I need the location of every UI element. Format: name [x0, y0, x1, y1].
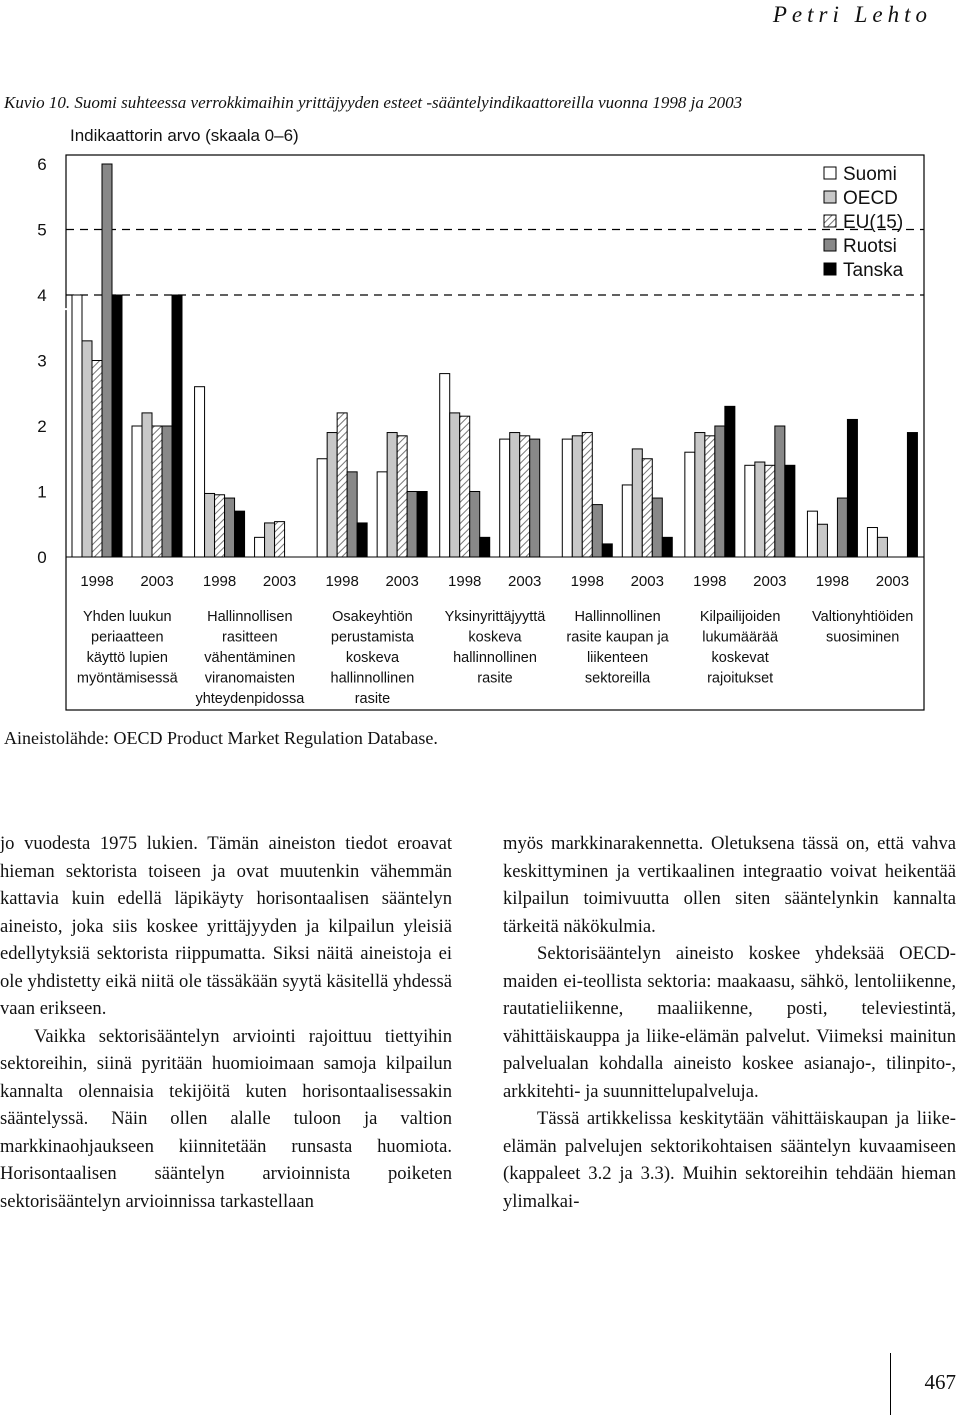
x-year-label: 2003: [508, 573, 542, 590]
legend-swatch: [824, 263, 836, 275]
bar-oecd: [755, 462, 765, 557]
category-label-line: viranomaisten: [204, 670, 295, 687]
bar-suomi: [377, 472, 387, 557]
bar-oecd: [877, 537, 887, 557]
bar-suomi: [72, 295, 82, 557]
category-label-line: rasite: [477, 670, 513, 687]
bar-tanska: [417, 492, 427, 558]
category-label-line: Valtionyhtiöiden: [812, 609, 914, 625]
category-label-line: myöntämisessä: [76, 670, 178, 687]
bar-suomi: [195, 387, 205, 557]
bar-ruotsi: [162, 426, 172, 557]
bar-eu15: [460, 416, 470, 557]
category-label-line: koskeva: [468, 629, 522, 646]
y-tick-label: 2: [37, 417, 47, 436]
figure-caption: Kuvio 10. Suomi suhteessa verrokkimaihin yrittäjyyden esteet -sääntelyindikaattoreilla vuonna 1998 ja 2003: [4, 93, 743, 112]
bar-suomi: [440, 374, 450, 557]
bar-tanska: [480, 537, 490, 557]
bar-tanska: [235, 511, 245, 557]
y-tick-label: 3: [37, 351, 47, 371]
y-tick-label: 4: [37, 286, 47, 305]
bar-ruotsi: [407, 492, 417, 558]
category-label-line: Yksinyrittäjyyttä: [444, 609, 546, 625]
bar-oecd: [82, 341, 92, 557]
category-label-line: rasite: [354, 691, 391, 707]
bar-ruotsi: [715, 426, 725, 557]
x-year-label: 1998: [693, 573, 727, 590]
bar-eu15: [275, 522, 285, 557]
bar-eu15: [642, 459, 652, 557]
category-label-line: liikenteen: [586, 650, 649, 666]
bar-eu15: [337, 413, 347, 557]
paragraph: Vaikka sektorisääntelyn arviointi rajoittuu tiettyihin sektoreihin, siinä pyritään huomioimaan samoja kilpailun kannalta olennaisia tekijöitä kuten horisontaalisessakin sääntelyssä. Näin ollen alalle tuloon ja valtion markkinaohjaukseen kiinnitetään runsasta huomiota. Horisontaalisen sääntelyn arvioinnista poiketen sektorisääntelyn arvioinnissa tarkastellaan: [0, 1025, 452, 1212]
paragraph: myös markkinarakennetta. Oletuksena tässä on, että vahva keskittyminen ja vertikaalinen integraatio voivat heikentää kilpailun toimivuutta ollen siten sääntelynkin kannalta tärkeitä näkökulmia.: [503, 833, 956, 937]
category-label-line: hallinnollinen: [330, 670, 415, 687]
bar-eu15: [215, 495, 225, 557]
bar-oecd: [142, 413, 152, 557]
bar-eu15: [705, 436, 715, 557]
bar-ruotsi: [652, 498, 662, 557]
category-label-line: periaatteen: [91, 629, 164, 646]
y-tick-label: 5: [37, 220, 47, 240]
bar-ruotsi: [592, 505, 602, 557]
bar-oecd: [265, 523, 275, 557]
bar-tanska: [662, 537, 672, 557]
page-number: 467: [924, 1370, 956, 1394]
bar-suomi: [622, 485, 632, 557]
category-label-line: yhteydenpidossa: [195, 691, 305, 707]
x-year-label: 1998: [325, 573, 359, 590]
category-label-line: Hallinnollisen: [207, 609, 293, 625]
y-tick-label: 6: [37, 155, 47, 174]
category-label-line: käyttö lupien: [86, 650, 168, 666]
y-tick-label: 0: [37, 548, 47, 567]
x-year-label: 2003: [630, 573, 664, 590]
category-label-line: lukumäärää: [702, 629, 779, 646]
body-column-right: [503, 830, 956, 1215]
legend-label: EU(15): [843, 212, 904, 233]
x-year-label: 1998: [80, 573, 114, 590]
bar-eu15: [92, 361, 102, 558]
bar-oecd: [695, 433, 705, 557]
bar-tanska: [602, 544, 612, 557]
bar-eu15: [152, 426, 162, 557]
legend-swatch: [824, 215, 836, 227]
bar-oecd: [205, 493, 215, 557]
bar-ruotsi: [102, 164, 112, 557]
x-year-label: 2003: [140, 573, 174, 590]
bar-oecd: [510, 433, 520, 557]
bar-oecd: [387, 433, 397, 557]
bar-tanska: [847, 419, 857, 557]
body-column-left: [0, 830, 452, 1215]
bar-tanska: [725, 406, 735, 557]
running-header-author: Petri Lehto: [772, 2, 932, 27]
bar-eu15: [520, 436, 530, 557]
bar-oecd: [327, 433, 337, 557]
x-year-label: 1998: [570, 573, 604, 590]
x-year-label: 1998: [448, 573, 482, 590]
category-label-line: Yhden luukun: [82, 609, 172, 625]
bar-tanska: [785, 465, 795, 557]
category-label-line: suosiminen: [826, 629, 900, 646]
bar-suomi: [255, 537, 265, 557]
bar-ruotsi: [837, 498, 847, 557]
bar-tanska: [112, 295, 122, 557]
category-label-line: Hallinnollinen: [574, 609, 661, 625]
legend-swatch: [824, 167, 836, 179]
bar-tanska: [357, 523, 367, 557]
x-year-label: 2003: [753, 573, 787, 590]
category-label-line: sektoreilla: [584, 670, 651, 687]
bar-suomi: [562, 439, 572, 557]
y-axis-title: Indikaattorin arvo (skaala 0–6): [70, 126, 299, 145]
category-label-line: Osakeyhtiön: [332, 609, 413, 625]
category-label-line: Kilpailijoiden: [699, 609, 781, 625]
bar-oecd: [817, 524, 827, 557]
category-label-line: perustamista: [330, 629, 414, 646]
legend-label: Ruotsi: [843, 236, 897, 257]
bar-eu15: [397, 436, 407, 557]
x-year-label: 1998: [202, 573, 237, 590]
bar-eu15: [582, 433, 592, 557]
legend-label: OECD: [843, 188, 898, 209]
x-year-label: 2003: [262, 573, 297, 590]
bar-suomi: [132, 426, 142, 557]
bar-suomi: [500, 439, 510, 557]
paragraph: jo vuodesta 1975 lukien. Tämän aineiston tiedot eroavat hieman sektorista toiseen ja ovat muutenkin vähemmän kattavia kuin edellä läpikäyty horisontaalisen sääntelyn aineisto, joka siis koskee yrittäjyyden ja kilpailun yleisiä edellytyksiä sektorista riippumatta. Siksi näitä aineistoja ei ole yhdistetty eikä niitä ole tässäkään syytä käsitellä yhdessä vaan erikseen.: [0, 833, 452, 1019]
paragraph: Sektorisääntelyn aineisto koskee yhdeksää OECD-maiden ei-teollista sektoria: maakaasu, sähkö, lentoliikenne, rautatieliikenne, maaliikenne, posti, televiestintä, vähittäiskauppa ja liike-elämän palvelut. Viimeksi mainitun palvelualan kohdalla aineisto koskee asianajo-, tilinpito-, arkkitehti- ja suunnittelupalveluja.: [503, 943, 956, 1102]
category-label-line: rasite kaupan ja: [566, 629, 669, 646]
bar-oecd: [632, 449, 642, 557]
category-label-line: rajoitukset: [707, 670, 774, 687]
axis-break: [65, 308, 67, 310]
legend-label: Suomi: [843, 164, 897, 185]
bar-tanska: [172, 295, 182, 557]
figure-source: Aineistolähde: OECD Product Market Regulation Database.: [4, 728, 438, 748]
category-label-line: vähentäminen: [204, 650, 296, 666]
bar-eu15: [765, 465, 775, 557]
bar-ruotsi: [225, 498, 235, 557]
x-year-label: 1998: [815, 573, 850, 590]
bar-oecd: [450, 413, 460, 557]
bar-suomi: [685, 452, 695, 557]
x-year-label: 2003: [385, 573, 419, 590]
bar-suomi: [317, 459, 327, 557]
category-label-line: rasitteen: [222, 629, 278, 646]
bar-suomi: [745, 465, 755, 557]
bar-ruotsi: [347, 472, 357, 557]
legend-swatch: [824, 191, 836, 203]
paragraph: Tässä artikkelissa keskitytään vähittäiskaupan ja liike-elämän palvelujen sektorikohtaisen sääntelyn kuvaamiseen (kappaleet 3.2 ja 3.3). Muihin sektoreihin tehdään hieman ylimalkai-: [503, 1108, 956, 1212]
legend-label: Tanska: [843, 260, 904, 281]
x-year-label: 2003: [875, 573, 910, 590]
page-number-rule: [890, 1353, 891, 1415]
bar-suomi: [807, 511, 817, 557]
bar-ruotsi: [470, 492, 480, 558]
bar-tanska: [907, 433, 917, 557]
bar-oecd: [572, 436, 582, 557]
category-label-line: koskevat: [711, 650, 769, 666]
bar-ruotsi: [775, 426, 785, 557]
legend-swatch: [824, 239, 836, 251]
y-tick-label: 1: [37, 482, 47, 502]
category-label-line: koskeva: [345, 650, 400, 666]
bar-suomi: [867, 528, 877, 557]
category-label-line: hallinnollinen: [453, 650, 537, 666]
bar-ruotsi: [530, 439, 540, 557]
